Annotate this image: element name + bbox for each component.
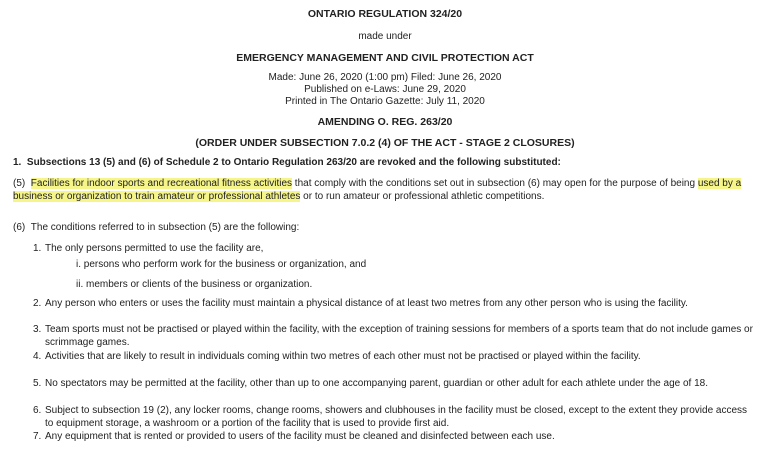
condition-item xyxy=(33,377,758,390)
condition-number: 6. xyxy=(33,405,42,416)
highlight-facilities: Facilities for indoor sports and recreational fitness activities xyxy=(30,178,293,189)
condition-item xyxy=(33,297,758,310)
section-1 xyxy=(13,157,758,170)
section-1-number: 1. xyxy=(13,157,22,168)
regulation-title: ONTARIO REGULATION 324/20 xyxy=(307,8,463,20)
subsection-6 xyxy=(13,222,758,235)
condition-item xyxy=(33,404,758,430)
condition-text: Activities that are likely to result in individuals coming within two metres of each other must not be practised or played within the facility. xyxy=(45,351,641,362)
condition-item xyxy=(33,323,758,349)
act-title: EMERGENCY MANAGEMENT AND CIVIL PROTECTION ACT xyxy=(236,52,534,64)
highlight-athletes: used by a business or organization to train amateur or professional athletes xyxy=(13,178,742,202)
condition-number: 5. xyxy=(33,378,42,389)
condition-subitem xyxy=(76,278,756,291)
condition-item xyxy=(33,350,758,363)
published-date: Published on e-Laws: June 29, 2020 xyxy=(304,84,466,95)
condition-number: 3. xyxy=(33,324,42,335)
subitem-text: persons who perform work for the business or organization, and xyxy=(83,259,367,270)
subsection-6-label: (6) xyxy=(13,222,26,233)
condition-subitem xyxy=(76,258,756,271)
amending-title: AMENDING O. REG. 263/20 xyxy=(317,116,453,128)
section-1-text: Subsections 13 (5) and (6) of Schedule 2 to Ontario Regulation 263/20 are revoked and the following substituted: xyxy=(26,157,561,168)
subsection-6-text: The conditions referred to in subsection (5) are the following: xyxy=(30,222,300,233)
subitem-number: i. xyxy=(76,259,81,270)
subsection-5-text-2: or to run amateur or professional athletic competitions. xyxy=(300,190,545,202)
condition-number: 1. xyxy=(33,243,42,254)
condition-item xyxy=(33,242,758,255)
condition-text: No spectators may be permitted at the facility, other than up to one accompanying parent, guardian or other adult for each athlete under the age of 18. xyxy=(45,378,709,389)
subsection-5-label: (5) xyxy=(13,178,26,189)
condition-item xyxy=(33,430,758,443)
subsection-5-text-1: that comply with the conditions set out in subsection (6) may open for the purpose of being xyxy=(292,178,698,189)
condition-text: Any equipment that is rented or provided to users of the facility must be cleaned and disinfected between each use. xyxy=(45,431,555,442)
condition-text: Any person who enters or uses the facility must maintain a physical distance of at least two metres from any other person who is using the facility. xyxy=(45,298,688,309)
condition-number: 2. xyxy=(33,298,42,309)
condition-number: 4. xyxy=(33,351,42,362)
subitem-text: members or clients of the business or organization. xyxy=(86,279,313,290)
order-title: (ORDER UNDER SUBSECTION 7.0.2 (4) OF THE ACT - STAGE 2 CLOSURES) xyxy=(195,137,575,149)
made-filed-dates: Made: June 26, 2020 (1:00 pm) Filed: June 26, 2020 xyxy=(268,72,502,83)
condition-text: The only persons permitted to use the facility are, xyxy=(45,243,264,254)
made-under-text: made under xyxy=(358,31,412,42)
printed-date: Printed in The Ontario Gazette: July 11, 2020 xyxy=(285,96,485,107)
condition-number: 7. xyxy=(33,431,42,442)
condition-text: Team sports must not be practised or played within the facility, with the exception of training sessions for members of a sports team that do not include games or scrimmage games. xyxy=(45,324,753,348)
condition-text: Subject to subsection 19 (2), any locker rooms, change rooms, showers and clubhouses in the facility must be closed, except to the extent they provide access to equipment storage, a washroom or a portion of the facility that is used to provide first aid. xyxy=(45,405,748,429)
subsection-5 xyxy=(13,178,758,203)
subitem-number: ii. xyxy=(76,279,84,290)
